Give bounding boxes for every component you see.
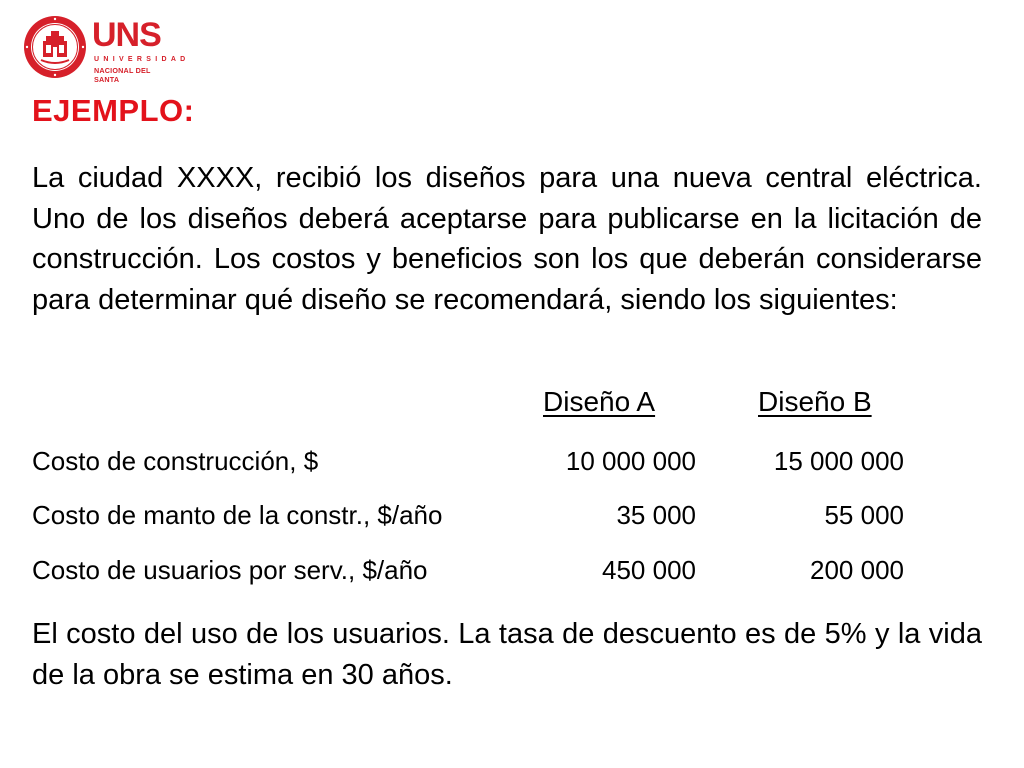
column-header-design-b: Diseño B xyxy=(758,386,872,417)
row-label-construction-cost: Costo de construcción, $ xyxy=(32,446,319,476)
closing-paragraph: El costo del uso de los usuarios. La tasa de descuento es de 5% y la vida de la obra se estima en 30 años. xyxy=(32,618,982,691)
uns-logo xyxy=(22,14,190,86)
cell-user-cost-a: 450 000 xyxy=(602,555,696,585)
intro-paragraph: La ciudad XXXX, recibió los diseños para una nueva central eléctrica. Uno de los diseños deberá aceptarse para publicarse en la licitación de construcción. Los costos y beneficios son los que deberán considerarse para determinar qué diseño se recomendará, siendo los siguientes: xyxy=(32,162,982,316)
cell-construction-cost-a: 10 000 000 xyxy=(565,446,696,476)
row-label-maintenance-cost: Costo de manto de la constr., $/año xyxy=(32,500,443,530)
cell-construction-cost-b: 15 000 000 xyxy=(773,446,904,476)
cell-maintenance-cost-a: 35 000 xyxy=(616,500,696,530)
university-seal-icon xyxy=(22,14,88,80)
cell-user-cost-b: 200 000 xyxy=(810,555,904,585)
row-label-user-cost: Costo de usuarios por serv., $/año xyxy=(32,555,428,585)
logo-wordmark: UNS xyxy=(92,16,161,54)
logo-subline-university: UNIVERSIDAD xyxy=(94,56,190,63)
slide-heading: EJEMPLO: xyxy=(32,93,195,128)
cell-maintenance-cost-b: 55 000 xyxy=(824,500,904,530)
column-header-design-a: Diseño A xyxy=(543,386,656,417)
logo-subline-name: NACIONAL DEL SANTA xyxy=(94,66,151,84)
